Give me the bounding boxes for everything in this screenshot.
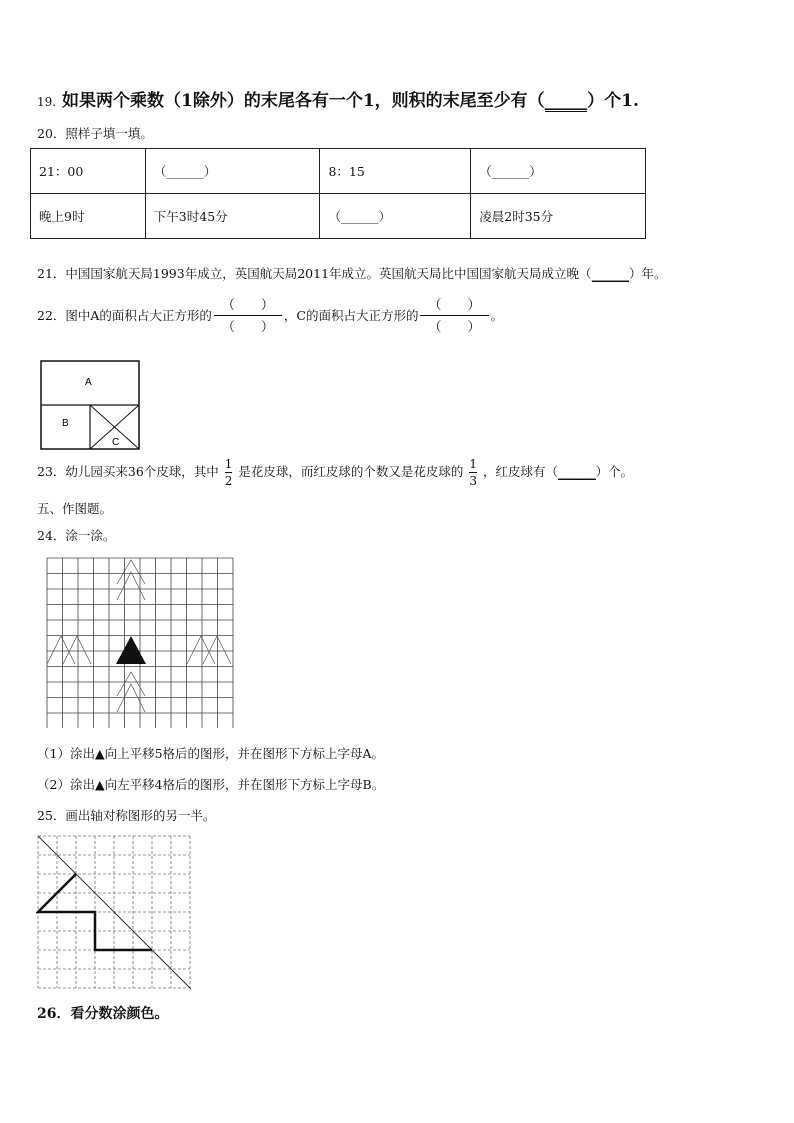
table-row xyxy=(31,149,646,194)
fraction-blank-c[interactable] xyxy=(424,298,484,335)
label-c: C xyxy=(112,437,120,448)
question-text-end: 。 xyxy=(490,308,503,323)
fraction-numerator: （ ） xyxy=(428,298,481,313)
question-text: 如果两个乘数（1除外）的末尾各有一个1，则积的末尾至少有（ xyxy=(62,91,545,111)
symmetry-grid[interactable] xyxy=(36,834,194,992)
table-cell-blank[interactable]: （______） xyxy=(145,149,320,194)
fraction-one-half xyxy=(225,458,233,487)
answer-blank[interactable]: _____ xyxy=(544,91,588,111)
guide-triangle-shape xyxy=(187,636,215,664)
question-text-end: ）年。 xyxy=(629,266,667,281)
question-24-prompt: 24．涂一涂。 xyxy=(37,528,116,543)
square-figure xyxy=(38,358,144,454)
fraction-blank-a[interactable] xyxy=(218,298,278,335)
table-cell: 8：15 xyxy=(320,149,471,194)
section-heading: 五、作图题。 xyxy=(37,501,113,516)
question-19 xyxy=(37,86,639,112)
fraction-bar xyxy=(225,472,233,473)
table-cell-blank[interactable]: （______） xyxy=(471,149,646,194)
guide-triangle-shape xyxy=(47,636,75,664)
fraction-bar xyxy=(420,315,488,318)
question-26-prompt: 26．看分数涂颜色。 xyxy=(37,1006,169,1022)
answer-blank[interactable]: ______ xyxy=(558,464,596,479)
table-cell-blank[interactable]: （______） xyxy=(320,194,471,239)
question-text: 22．图中A的面积占大正方形的 xyxy=(37,308,212,323)
table-cell: 21：00 xyxy=(31,149,146,194)
question-24-sub2: （2）涂出▲向左平移4格后的图形，并在图形下方标上字母B。 xyxy=(37,777,385,792)
table-row xyxy=(31,194,646,239)
table-cell: 晚上9时 xyxy=(31,194,146,239)
fraction-bar xyxy=(469,472,477,473)
question-text: ，C的面积占大正方形的 xyxy=(283,308,419,323)
guide-triangle-shape xyxy=(63,636,91,664)
question-text: ，红皮球有（ xyxy=(483,464,559,479)
question-text-end: ）个。 xyxy=(595,464,634,479)
fraction-denominator: （ ） xyxy=(221,320,274,335)
filled-triangle xyxy=(116,636,146,664)
translation-grid[interactable] xyxy=(44,556,238,728)
answer-blank[interactable]: ______ xyxy=(591,266,630,281)
guide-triangles xyxy=(47,560,231,712)
question-24-sub1: （1）涂出▲向上平移5格后的图形，并在图形下方标上字母A。 xyxy=(37,746,385,761)
fraction-denominator: （ ） xyxy=(428,320,481,335)
table-cell: 下午3时45分 xyxy=(145,194,320,239)
question-text: 23．幼儿园买来36个皮球，其中 xyxy=(37,464,219,479)
question-text-end: ）个1. xyxy=(587,91,639,111)
fraction-one-third xyxy=(469,458,477,487)
fraction-numerator: 1 xyxy=(469,457,478,471)
question-21 xyxy=(37,264,667,282)
fraction-bar xyxy=(214,315,282,318)
label-a: A xyxy=(85,377,92,388)
question-number: 19. xyxy=(37,95,57,109)
question-text: 21．中国国家航天局1993年成立，英国航天局2011年成立。英国航天局比中国国家航天局成立晚（ xyxy=(37,266,592,281)
label-b: B xyxy=(62,418,69,429)
question-22 xyxy=(37,298,503,335)
table-cell: 凌晨2时35分 xyxy=(471,194,646,239)
guide-triangle-shape xyxy=(203,636,231,664)
fraction-denominator: 2 xyxy=(224,474,233,488)
question-text: 是花皮球，而红皮球的个数又是花皮球的 xyxy=(238,464,464,479)
fraction-numerator: 1 xyxy=(224,457,233,471)
fraction-numerator: （ ） xyxy=(221,298,274,313)
fraction-denominator: 3 xyxy=(469,474,478,488)
question-25-prompt: 25．画出轴对称图形的另一半。 xyxy=(37,808,216,823)
question-20-prompt: 20．照样子填一填。 xyxy=(37,126,153,141)
question-23 xyxy=(37,458,633,487)
time-table xyxy=(30,148,646,239)
